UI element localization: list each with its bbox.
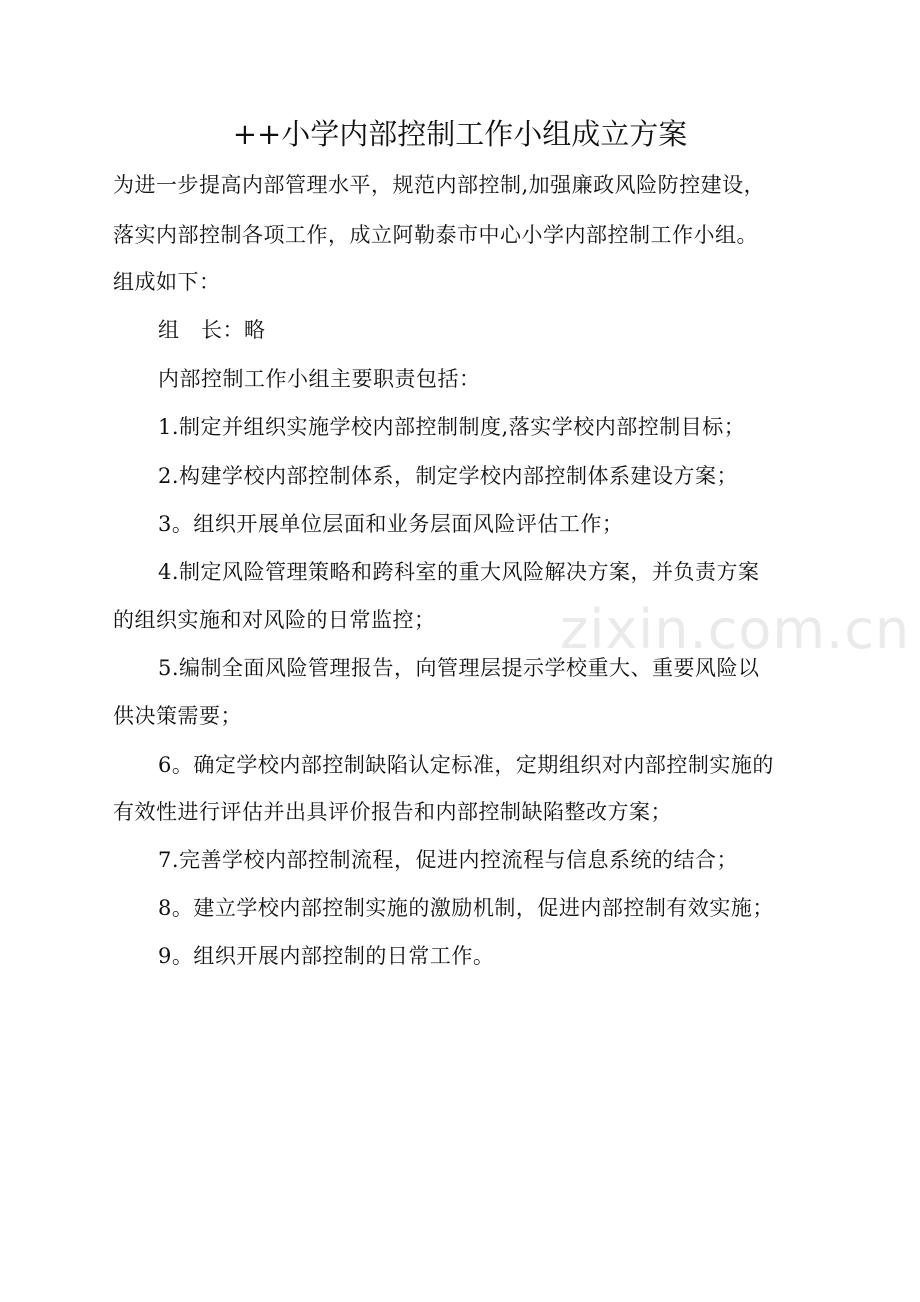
- duty-item-6: 6。确定学校内部控制缺陷认定标准，定期组织对内部控制实施的: [158, 753, 774, 777]
- duty-item-2: 2.构建学校内部控制体系，制定学校内部控制体系建设方案；: [158, 464, 739, 488]
- duty-item-6-cont: 有效性进行评估并出具评价报告和内部控制缺陷整改方案；: [113, 800, 672, 824]
- duty-item-5: 5.编制全面风险管理报告，向管理层提示学校重大、重要风险以: [158, 656, 760, 680]
- duty-item-4: 4.制定风险管理策略和跨科室的重大风险解决方案，并负责方案: [158, 560, 760, 584]
- duty-item-8: 8。建立学校内部控制实施的激励机制，促进内部控制有效实施；: [158, 896, 774, 920]
- intro-line-3: 组成如下：: [113, 270, 221, 294]
- duty-item-3: 3。组织开展单位层面和业务层面风险评估工作；: [158, 512, 624, 536]
- watermark-text: zixin.com.cn: [560, 598, 911, 661]
- duty-item-5-cont: 供决策需要；: [113, 704, 242, 728]
- document-title: ++小学内部控制工作小组成立方案: [232, 117, 688, 151]
- intro-line-2: 落实内部控制各项工作，成立阿勒泰市中心小学内部控制工作小组。: [113, 223, 758, 247]
- duty-item-7: 7.完善学校内部控制流程，促进内控流程与信息系统的结合；: [158, 848, 739, 872]
- duty-item-9: 9。组织开展内部控制的日常工作。: [158, 944, 495, 968]
- duty-item-1: 1.制定并组织实施学校内部控制制度,落实学校内部控制目标；: [158, 415, 746, 439]
- duties-heading: 内部控制工作小组主要职责包括：: [158, 367, 481, 391]
- duty-item-4-cont: 的组织实施和对风险的日常监控；: [113, 608, 436, 632]
- intro-line-1: 为进一步提高内部管理水平，规范内部控制,加强廉政风险防控建设，: [113, 173, 766, 197]
- leader-line: 组 长：略: [158, 318, 266, 342]
